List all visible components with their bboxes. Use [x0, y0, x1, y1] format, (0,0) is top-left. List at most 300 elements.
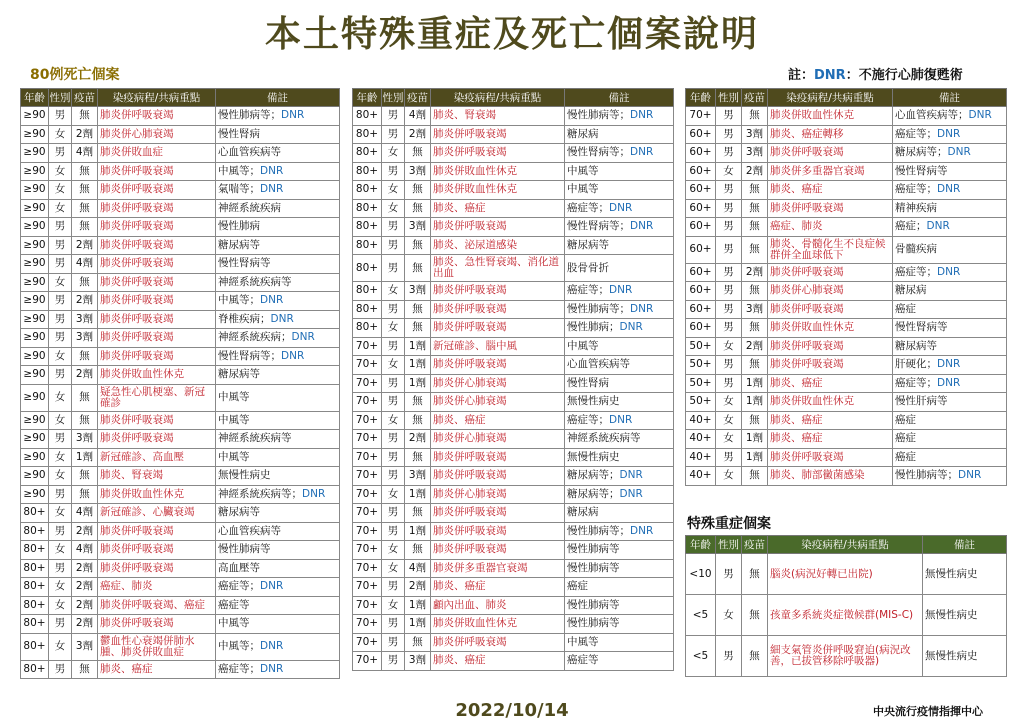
remarks-cell [565, 218, 674, 237]
remarks-text: 心血管疾病等 [567, 358, 630, 371]
table-row [353, 652, 674, 671]
course-cell: 肺炎併呼吸衰竭 [768, 199, 893, 218]
table-header-row [353, 89, 674, 107]
table-row [21, 366, 340, 385]
vaccine-cell: 1劑 [405, 615, 431, 634]
remarks-text: 肝硬化； [895, 358, 937, 371]
age-cell: 80+ [21, 559, 49, 578]
remarks-text: 中風等 [567, 635, 599, 648]
remarks-cell [893, 430, 1007, 449]
dnr-tag: DNR [260, 662, 284, 675]
remarks-text: 無慢性病史 [925, 567, 978, 580]
course-cell: 肺炎、癌症 [431, 578, 565, 597]
remarks-cell [893, 448, 1007, 467]
course-cell: 肺炎併呼吸衰竭 [768, 337, 893, 356]
sex-cell: 女 [49, 347, 72, 366]
vaccine-cell: 無 [72, 384, 98, 411]
table-row [21, 125, 340, 144]
vaccine-cell: 2劑 [742, 337, 768, 356]
sex-cell: 男 [49, 660, 72, 679]
remarks-text: 慢性肺病等； [567, 524, 630, 537]
dnr-tag: DNR [270, 312, 294, 325]
remarks-cell [565, 411, 674, 430]
remarks-text: 神經系統疾病等 [218, 432, 292, 445]
remarks-cell [893, 181, 1007, 200]
remarks-text: 中風等 [218, 617, 250, 630]
sex-cell: 男 [716, 199, 742, 218]
death-table-3 [685, 88, 1007, 486]
age-cell: 60+ [686, 162, 716, 181]
table-row [21, 559, 340, 578]
vaccine-cell: 無 [742, 411, 768, 430]
vaccine-cell: 無 [72, 485, 98, 504]
age-cell: ≥90 [21, 366, 49, 385]
remarks-text: 癌症 [895, 302, 916, 315]
remarks-text: 骨髓疾病 [895, 243, 937, 255]
vaccine-cell: 3劑 [72, 633, 98, 660]
remarks-cell [216, 559, 340, 578]
dnr-tag: DNR [260, 640, 284, 652]
remarks-text: 糖尿病等 [567, 238, 609, 251]
sex-cell: 男 [382, 337, 405, 356]
remarks-text: 慢性腎病等 [895, 164, 948, 177]
age-cell: ≥90 [21, 181, 49, 200]
remarks-cell [565, 485, 674, 504]
sex-cell: 女 [49, 467, 72, 486]
table-row [686, 125, 1007, 144]
remarks-text: 糖尿病等； [895, 146, 948, 159]
sex-cell: 男 [382, 255, 405, 282]
remarks-text: 慢性肺病等 [567, 617, 620, 630]
remarks-cell [216, 384, 340, 411]
table-row [353, 615, 674, 634]
vaccine-cell: 無 [405, 393, 431, 412]
remarks-text: 糖尿病等 [218, 238, 260, 251]
course-cell: 肺炎併呼吸衰竭 [431, 300, 565, 319]
remarks-cell [216, 181, 340, 200]
table-row [686, 411, 1007, 430]
age-cell: 70+ [353, 578, 382, 597]
column-header: 疫苗 [742, 89, 768, 107]
course-cell: 肺炎併呼吸衰竭 [431, 125, 565, 144]
table-row [21, 615, 340, 634]
remarks-text: 癌症等； [567, 413, 609, 426]
table-row [21, 384, 340, 411]
remarks-text: 中風等； [218, 294, 260, 307]
table-header-row [686, 536, 1007, 554]
vaccine-cell: 2劑 [72, 236, 98, 255]
table-row [21, 467, 340, 486]
vaccine-cell: 2劑 [742, 162, 768, 181]
course-cell: 肺炎、泌尿道感染 [431, 236, 565, 255]
course-cell: 肺炎併呼吸衰竭 [98, 615, 216, 634]
remarks-text: 癌症等； [567, 201, 609, 214]
age-cell: 70+ [353, 596, 382, 615]
table-row [21, 596, 340, 615]
remarks-text: 無慢性病史 [567, 395, 620, 408]
column-header: 年齡 [353, 89, 382, 107]
column-header: 性別 [382, 89, 405, 107]
remarks-cell [216, 255, 340, 274]
remarks-cell [893, 218, 1007, 237]
sex-cell: 男 [716, 125, 742, 144]
age-cell: 60+ [686, 300, 716, 319]
age-cell: ≥90 [21, 347, 49, 366]
vaccine-cell: 2劑 [72, 578, 98, 597]
age-cell: ≥90 [21, 199, 49, 218]
table-row [353, 162, 674, 181]
course-cell: 肺炎併敗血性休克 [98, 485, 216, 504]
table-row [21, 347, 340, 366]
course-cell: 肺炎併呼吸衰竭 [98, 181, 216, 200]
sex-cell: 女 [49, 596, 72, 615]
vaccine-cell: 無 [742, 199, 768, 218]
remarks-cell [923, 636, 1007, 677]
remarks-cell [216, 485, 340, 504]
table-row [21, 107, 340, 126]
column-header: 備註 [565, 89, 674, 107]
remarks-text: 癌症 [567, 580, 588, 593]
age-cell: 60+ [686, 144, 716, 163]
remarks-text: 神經系統疾病等； [218, 487, 302, 500]
column-header: 年齡 [21, 89, 49, 107]
age-cell: 80+ [21, 541, 49, 560]
course-cell: 肺炎併呼吸衰竭 [768, 448, 893, 467]
dnr-tag: DNR [926, 220, 950, 233]
sex-cell: 女 [382, 144, 405, 163]
dnr-tag: DNR [937, 358, 961, 371]
column-header: 染疫病程/共病重點 [431, 89, 565, 107]
age-cell: 80+ [21, 578, 49, 597]
table-row [686, 356, 1007, 375]
remarks-text: 慢性肺病等； [567, 302, 630, 315]
remarks-cell [893, 107, 1007, 126]
sex-cell: 男 [49, 236, 72, 255]
remarks-cell [565, 337, 674, 356]
vaccine-cell: 1劑 [405, 596, 431, 615]
age-cell: ≥90 [21, 255, 49, 274]
vaccine-cell: 3劑 [742, 300, 768, 319]
sex-cell: 男 [49, 522, 72, 541]
course-cell: 肺炎併呼吸衰竭 [98, 273, 216, 292]
sex-cell: 男 [716, 282, 742, 301]
course-cell: 肺炎併呼吸衰竭 [768, 263, 893, 282]
course-cell: 肺炎併呼吸衰竭 [431, 282, 565, 301]
age-cell: 60+ [686, 125, 716, 144]
sex-cell: 男 [382, 162, 405, 181]
vaccine-cell: 無 [742, 282, 768, 301]
note-suffix: ：不施行心肺復甦術 [845, 68, 963, 83]
vaccine-cell: 無 [72, 218, 98, 237]
remarks-cell [565, 199, 674, 218]
course-cell: 肺炎、癌症 [768, 430, 893, 449]
age-cell: <10 [686, 554, 716, 595]
remarks-cell [216, 144, 340, 163]
table-header-row [21, 89, 340, 107]
remarks-text: 神經系統疾病等 [218, 275, 292, 288]
age-cell: 80+ [353, 162, 382, 181]
remarks-cell [565, 356, 674, 375]
vaccine-cell: 無 [405, 300, 431, 319]
vaccine-cell: 3劑 [405, 282, 431, 301]
age-cell: ≥90 [21, 411, 49, 430]
table-row [21, 660, 340, 679]
note-term: DNR [814, 68, 846, 83]
remarks-text: 心血管疾病等 [218, 146, 281, 159]
course-cell: 肺炎併多重器官衰竭 [768, 162, 893, 181]
remarks-cell [893, 319, 1007, 338]
remarks-text: 慢性肺病等； [567, 109, 630, 122]
table-row [686, 218, 1007, 237]
course-cell: 新冠確診、心臟衰竭 [98, 504, 216, 523]
remarks-text: 神經系統疾病； [218, 331, 292, 344]
age-cell: ≥90 [21, 467, 49, 486]
remarks-cell [216, 596, 340, 615]
sex-cell: 男 [716, 263, 742, 282]
vaccine-cell: 3劑 [72, 430, 98, 449]
course-cell: 肺炎併呼吸衰竭 [768, 356, 893, 375]
table-row [686, 467, 1007, 486]
remarks-text: 中風等 [567, 164, 599, 177]
remarks-text: 糖尿病 [567, 127, 599, 140]
sex-cell: 男 [49, 218, 72, 237]
table-row [353, 300, 674, 319]
dnr-tag: DNR [630, 109, 654, 122]
remarks-cell [565, 504, 674, 523]
sex-cell: 男 [382, 374, 405, 393]
remarks-text: 糖尿病等； [567, 487, 620, 500]
sex-cell: 女 [382, 282, 405, 301]
table-row [21, 504, 340, 523]
age-cell: 80+ [21, 522, 49, 541]
remarks-cell [216, 615, 340, 634]
age-cell: ≥90 [21, 448, 49, 467]
table-row [21, 144, 340, 163]
sex-cell: 男 [49, 144, 72, 163]
age-cell: 80+ [21, 504, 49, 523]
vaccine-cell: 1劑 [742, 430, 768, 449]
table-row [353, 578, 674, 597]
dnr-tag: DNR [968, 109, 992, 122]
sex-cell: 女 [49, 541, 72, 560]
remarks-cell [893, 199, 1007, 218]
column-header: 備註 [216, 89, 340, 107]
vaccine-cell: 無 [742, 595, 768, 636]
table-row [21, 485, 340, 504]
dnr-tag: DNR [937, 127, 961, 140]
sex-cell: 男 [716, 107, 742, 126]
sex-cell: 男 [716, 236, 742, 263]
age-cell: ≥90 [21, 107, 49, 126]
course-cell: 肺炎併呼吸衰竭 [98, 255, 216, 274]
course-cell: 肺炎併呼吸衰竭 [98, 411, 216, 430]
table-row [353, 430, 674, 449]
sex-cell: 男 [382, 467, 405, 486]
vaccine-cell: 2劑 [72, 366, 98, 385]
table-row [686, 636, 1007, 677]
sex-cell: 男 [716, 356, 742, 375]
remarks-cell [216, 292, 340, 311]
course-cell: 肺炎併呼吸衰竭 [98, 329, 216, 348]
vaccine-cell: 無 [72, 347, 98, 366]
age-cell: 70+ [353, 356, 382, 375]
vaccine-cell: 2劑 [405, 125, 431, 144]
course-cell: 肺炎併呼吸衰竭 [98, 199, 216, 218]
course-cell: 肺炎、癌症 [98, 660, 216, 679]
sex-cell: 女 [716, 411, 742, 430]
remarks-text: 癌症等； [895, 183, 937, 196]
course-cell: 肺炎併呼吸衰竭 [98, 310, 216, 329]
vaccine-cell: 2劑 [405, 430, 431, 449]
vaccine-cell: 2劑 [742, 263, 768, 282]
remarks-text: 中風等 [567, 183, 599, 196]
dnr-tag: DNR [260, 183, 284, 196]
column-header: 疫苗 [405, 89, 431, 107]
age-cell: 60+ [686, 236, 716, 263]
sex-cell: 男 [49, 366, 72, 385]
table-row [686, 554, 1007, 595]
table-row [353, 467, 674, 486]
remarks-cell [565, 319, 674, 338]
remarks-cell [893, 300, 1007, 319]
table-row [353, 633, 674, 652]
age-cell: ≥90 [21, 273, 49, 292]
table-row [686, 263, 1007, 282]
age-cell: 80+ [21, 615, 49, 634]
vaccine-cell: 4劑 [405, 559, 431, 578]
remarks-text: 中風等； [218, 640, 260, 652]
vaccine-cell: 3劑 [742, 125, 768, 144]
remarks-cell [893, 374, 1007, 393]
sex-cell: 男 [382, 615, 405, 634]
course-cell: 肺炎併呼吸衰竭 [98, 522, 216, 541]
age-cell: 70+ [353, 448, 382, 467]
sex-cell: 男 [49, 310, 72, 329]
remarks-text: 中風等 [218, 450, 250, 463]
vaccine-cell: 無 [405, 504, 431, 523]
remarks-cell [216, 578, 340, 597]
course-cell: 肺炎、肺部黴菌感染 [768, 467, 893, 486]
vaccine-cell: 2劑 [72, 596, 98, 615]
remarks-text: 慢性腎病 [567, 376, 609, 389]
course-cell: 肺炎併呼吸衰竭 [431, 356, 565, 375]
sex-cell: 男 [49, 292, 72, 311]
remarks-text: 癌症； [895, 220, 927, 233]
dnr-tag: DNR [947, 146, 971, 159]
page-title: 本土特殊重症及死亡個案說明 [264, 14, 759, 55]
vaccine-cell: 2劑 [72, 292, 98, 311]
remarks-text: 糖尿病等 [218, 368, 260, 381]
course-cell: 肺炎併呼吸衰竭 [98, 292, 216, 311]
table-row [686, 236, 1007, 263]
remarks-cell [565, 236, 674, 255]
course-cell: 肺炎併敗血性休克 [768, 393, 893, 412]
course-cell: 肺炎併呼吸衰竭 [431, 448, 565, 467]
course-cell: 肺炎、癌症 [431, 411, 565, 430]
footer-organization: 中央流行疫情指揮中心 [873, 705, 983, 718]
sex-cell: 女 [49, 448, 72, 467]
remarks-text: 中風等 [218, 413, 250, 426]
vaccine-cell: 3劑 [405, 652, 431, 671]
course-cell: 肺炎併呼吸衰竭 [768, 144, 893, 163]
remarks-cell [565, 430, 674, 449]
age-cell: <5 [686, 595, 716, 636]
sex-cell: 男 [382, 300, 405, 319]
age-cell: ≥90 [21, 218, 49, 237]
vaccine-cell: 2劑 [72, 559, 98, 578]
sex-cell: 男 [382, 633, 405, 652]
sex-cell: 女 [716, 337, 742, 356]
course-cell: 肺炎併呼吸衰竭 [768, 300, 893, 319]
sex-cell: 男 [716, 636, 742, 677]
age-cell: ≥90 [21, 292, 49, 311]
table-row [21, 411, 340, 430]
age-cell: ≥90 [21, 236, 49, 255]
dnr-tag: DNR [958, 469, 982, 482]
course-cell: 肺炎併敗血性休克 [768, 107, 893, 126]
vaccine-cell: 1劑 [742, 374, 768, 393]
remarks-cell [893, 125, 1007, 144]
vaccine-cell: 4劑 [405, 107, 431, 126]
course-cell: 肺炎併呼吸衰竭 [98, 218, 216, 237]
remarks-cell [216, 522, 340, 541]
table-row [21, 430, 340, 449]
table-row [21, 448, 340, 467]
course-cell: 鬱血性心衰竭併肺水腫、肺炎併敗血症 [98, 633, 216, 660]
vaccine-cell: 3劑 [742, 144, 768, 163]
sex-cell: 男 [716, 448, 742, 467]
vaccine-cell: 無 [72, 199, 98, 218]
table-row [21, 162, 340, 181]
vaccine-cell: 無 [405, 144, 431, 163]
age-cell: 60+ [686, 282, 716, 301]
remarks-text: 慢性肺病等 [567, 543, 620, 556]
remarks-text: 無慢性病史 [925, 608, 978, 621]
remarks-text: 慢性腎病等 [218, 257, 271, 270]
course-cell: 肺炎、癌症 [431, 652, 565, 671]
vaccine-cell: 1劑 [405, 356, 431, 375]
table-row [353, 522, 674, 541]
course-cell: 肺炎併呼吸衰竭 [431, 633, 565, 652]
remarks-cell [216, 467, 340, 486]
sex-cell: 男 [716, 181, 742, 200]
remarks-cell [216, 107, 340, 126]
age-cell: ≥90 [21, 329, 49, 348]
table-header-row [686, 89, 1007, 107]
remarks-cell [565, 162, 674, 181]
age-cell: 80+ [21, 660, 49, 679]
course-cell: 肺炎併敗血性休克 [431, 181, 565, 200]
remarks-text: 慢性肺病等 [567, 561, 620, 574]
sex-cell: 男 [49, 430, 72, 449]
sex-cell: 女 [49, 504, 72, 523]
remarks-text: 癌症 [895, 432, 916, 445]
remarks-cell [565, 596, 674, 615]
remarks-cell [565, 300, 674, 319]
remarks-cell [216, 125, 340, 144]
vaccine-cell: 4劑 [72, 541, 98, 560]
table-row [686, 595, 1007, 636]
remarks-text: 糖尿病 [567, 506, 599, 519]
dnr-tag: DNR [281, 109, 305, 122]
table-row [21, 181, 340, 200]
table-row [686, 319, 1007, 338]
age-cell: 50+ [686, 374, 716, 393]
remarks-cell [216, 430, 340, 449]
remarks-text: 無慢性病史 [925, 649, 978, 662]
course-cell: 肺炎併呼吸衰竭、癌症 [98, 596, 216, 615]
course-cell: 肺炎、急性腎衰竭、消化道出血 [431, 255, 565, 282]
